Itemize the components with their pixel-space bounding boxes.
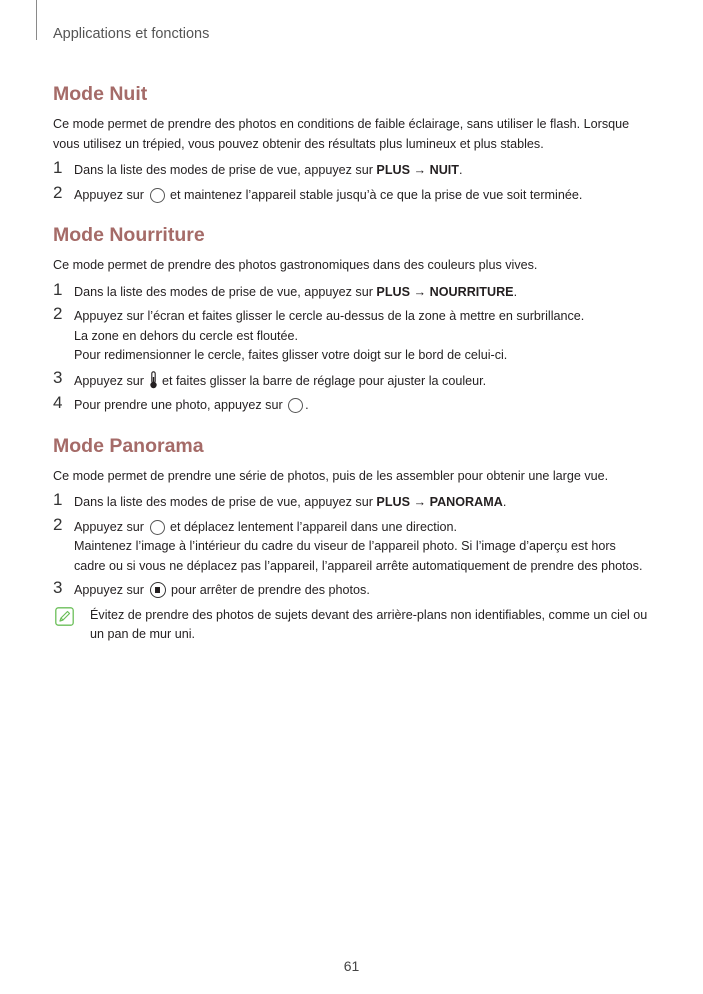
step-text: Dans la liste des modes de prise de vue, appuyez sur	[74, 284, 377, 299]
page-header: Applications et fonctions	[53, 26, 210, 42]
section-mode-nourriture	[53, 223, 648, 416]
step-text-end: .	[513, 284, 518, 299]
step-text-end: .	[305, 398, 309, 412]
step-text: Pour prendre une photo, appuyez sur	[74, 398, 287, 412]
section-title: Mode Nuit	[53, 83, 148, 105]
color-temperature-icon	[149, 371, 158, 389]
shutter-icon	[150, 188, 165, 203]
step-number: 3	[53, 578, 63, 597]
step-text-end: et maintenez l’appareil stable jusqu’à ce que la prise de vue soit terminée.	[166, 187, 583, 202]
note-pencil-icon	[55, 607, 74, 626]
menu-option: PANORAMA	[429, 495, 503, 509]
step-text-end: .	[502, 495, 507, 509]
step-number: 2	[53, 304, 63, 323]
step-number: 1	[53, 490, 63, 509]
step-item	[53, 490, 648, 513]
step-text-end: et déplacez lentement l’appareil dans une direction.	[166, 519, 458, 534]
step-text: Appuyez sur	[74, 519, 148, 534]
menu-option: NUIT	[429, 163, 459, 177]
page-margin-rule	[36, 0, 37, 40]
step-text-end: .	[459, 163, 463, 177]
step-item	[53, 158, 648, 181]
step-text: Appuyez sur	[74, 373, 148, 388]
section-intro: Ce mode permet de prendre une série de photos, puis de les assembler pour obtenir une large vue.	[53, 468, 609, 483]
step-item	[53, 514, 648, 577]
menu-option: PLUS	[376, 284, 411, 299]
menu-option: PLUS	[376, 495, 411, 509]
step-number: 3	[53, 367, 63, 387]
step-number: 2	[53, 514, 63, 534]
step-item	[53, 182, 648, 206]
section-title: Mode Panorama	[53, 434, 204, 457]
step-detail: Maintenez l’image à l’intérieur du cadre du viseur de l’appareil photo. Si l’image d’aperçu est hors cadre ou si vous ne déplacez pas l’appareil, l’appareil arrête automatiquement de prendre des photos.	[74, 539, 643, 573]
step-number: 2	[53, 182, 63, 202]
section-mode-panorama	[53, 434, 648, 645]
shutter-icon	[150, 520, 165, 535]
step-number: 1	[53, 279, 63, 299]
note-text: Évitez de prendre des photos de sujets devant des arrière-plans non identifiables, comme un ciel ou un pan de mur uni.	[90, 607, 648, 641]
note	[53, 606, 648, 645]
section-title: Mode Nourriture	[53, 224, 205, 246]
arrow: →	[410, 495, 430, 509]
section-mode-nuit	[53, 82, 648, 205]
stop-icon	[150, 582, 166, 598]
step-item	[53, 393, 648, 416]
step-text-end: et faites glisser la barre de réglage pour ajuster la couleur.	[158, 373, 487, 388]
step-text: Appuyez sur	[74, 583, 148, 597]
step-text: Dans la liste des modes de prise de vue, appuyez sur	[74, 163, 377, 177]
arrow: →	[410, 284, 430, 299]
page-number: 61	[343, 958, 360, 974]
step-item	[53, 367, 648, 392]
step-detail: La zone en dehors du cercle est floutée.	[74, 328, 299, 343]
step-item	[53, 279, 648, 303]
step-text: Appuyez sur l’écran et faites glisser le cercle au-dessus de la zone à mettre en surbrillance.	[74, 309, 585, 323]
step-item	[53, 578, 648, 601]
section-intro: Ce mode permet de prendre des photos gastronomiques dans des couleurs plus vives.	[53, 258, 538, 272]
step-text-end: pour arrêter de prendre des photos.	[167, 583, 370, 597]
step-text: Appuyez sur	[74, 187, 148, 202]
step-number: 4	[53, 393, 63, 412]
step-number: 1	[53, 158, 63, 177]
page-content	[53, 82, 648, 663]
section-intro: Ce mode permet de prendre des photos en conditions de faible éclairage, sans utiliser le flash. Lorsque vous utilisez un trépied, vous pouvez obtenir des résultats plus lumineux et plus stables.	[53, 117, 630, 151]
arrow: →	[410, 163, 430, 177]
menu-option: PLUS	[376, 163, 411, 177]
step-item	[53, 304, 648, 366]
step-text: Dans la liste des modes de prise de vue, appuyez sur	[74, 495, 377, 509]
menu-option: NOURRITURE	[429, 284, 514, 299]
step-first-line	[74, 518, 648, 538]
step-detail: Pour redimensionner le cercle, faites glisser votre doigt sur le bord de celui-ci.	[74, 348, 508, 362]
shutter-icon	[288, 398, 303, 413]
